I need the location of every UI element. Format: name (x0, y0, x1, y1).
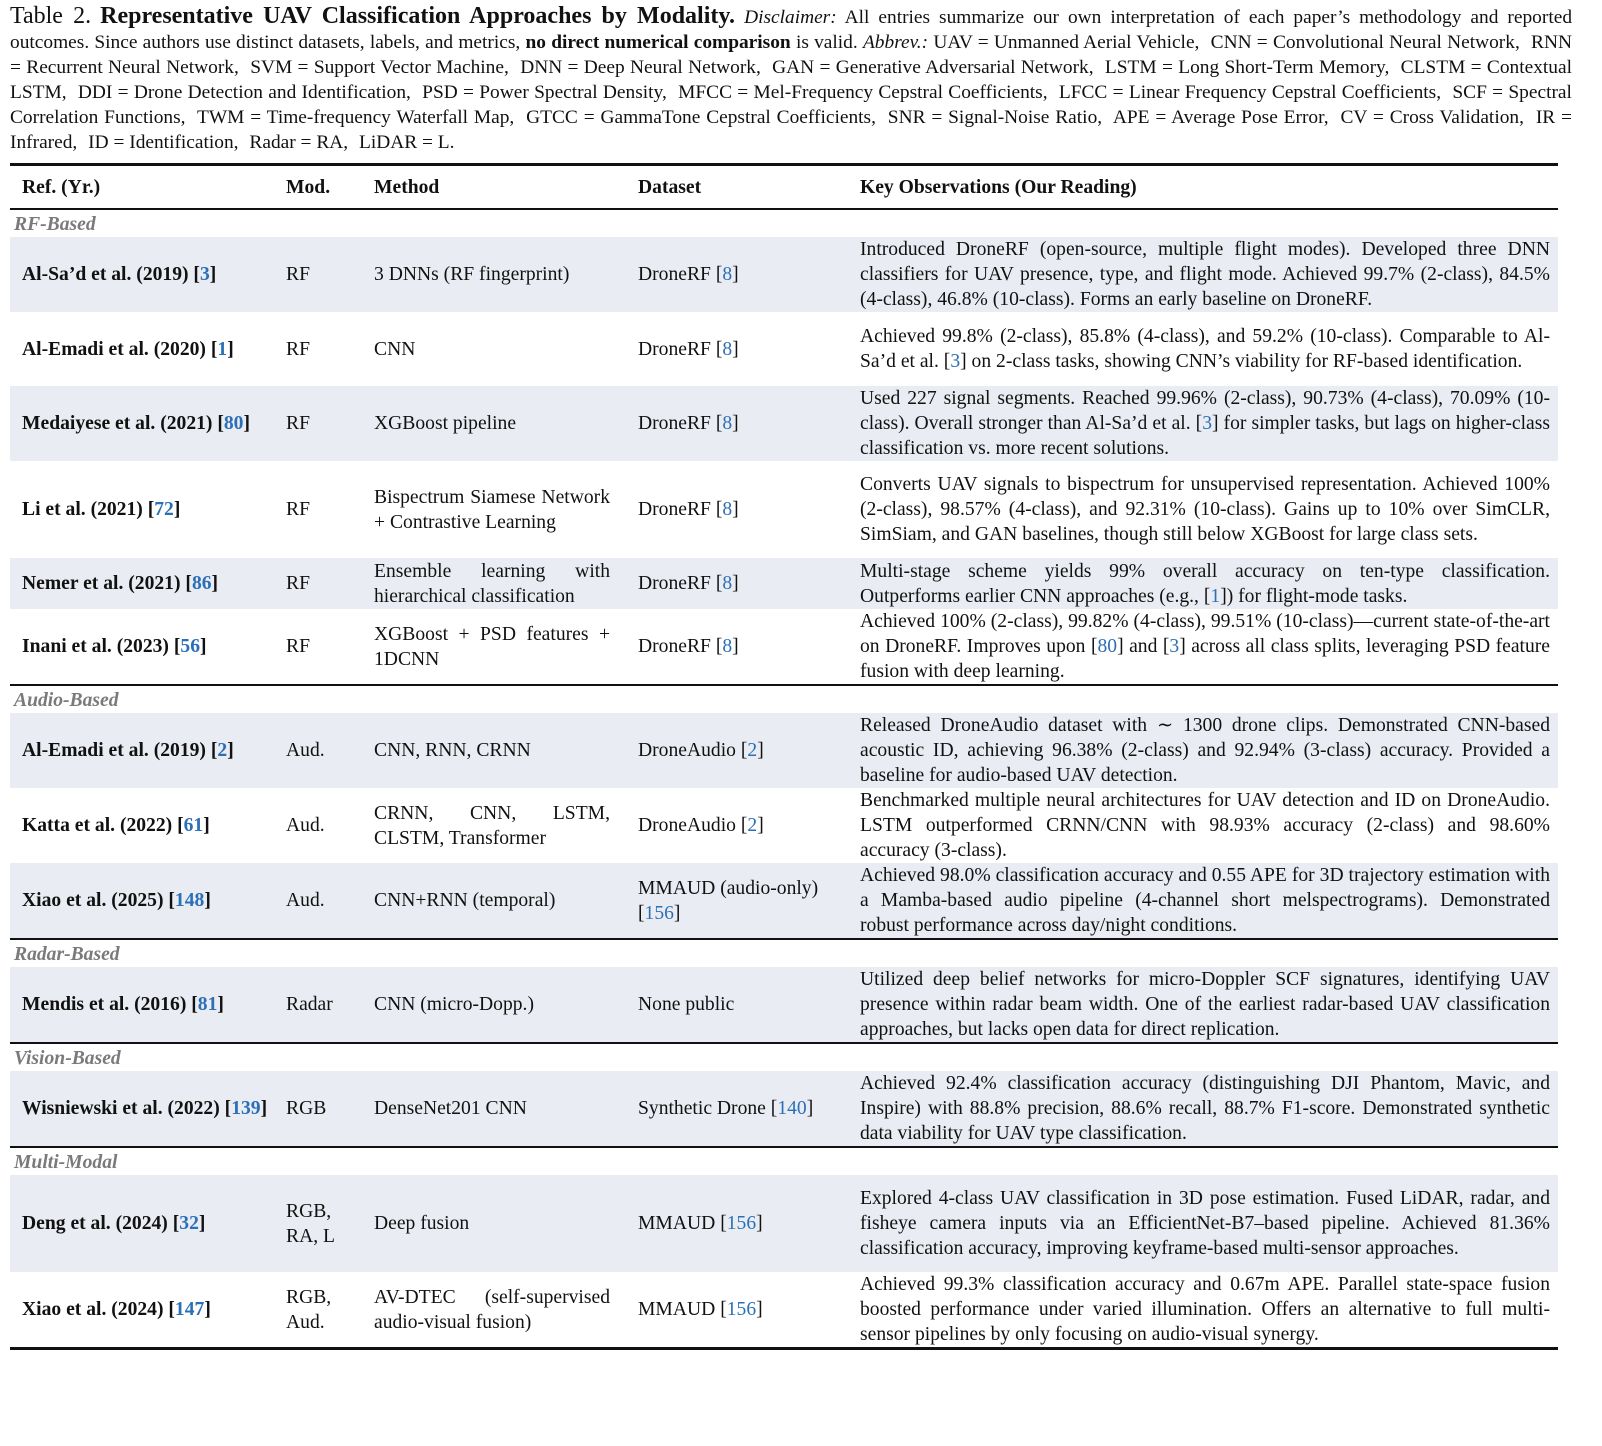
dataset-name: DroneAudio (638, 815, 736, 836)
cell-reference: Inani et al. (2023) [56] (22, 636, 207, 657)
cell-method: CNN (micro-Dopp.) (362, 967, 626, 1043)
cell-modality: RF (286, 338, 310, 360)
abbreviation-item: Radar = RA, (249, 132, 349, 153)
table-row (10, 1071, 1558, 1147)
cell-reference: Katta et al. (2022) [61] (22, 815, 210, 836)
table-row (10, 386, 1558, 461)
caption-label: Table 2. (10, 3, 92, 29)
cell-dataset: DroneRF [8] (626, 386, 848, 461)
reference-text: Al-Emadi et al. (2019) (22, 740, 206, 761)
cell-reference: Al-Sa’d et al. (2019) [3] (10, 237, 274, 312)
cell-method: DenseNet201 CNN (362, 1071, 626, 1147)
section-label: Multi-Modal (10, 1147, 1558, 1175)
dataset-citation-link[interactable]: 8 (722, 264, 733, 285)
citation-link[interactable]: 139 (231, 1098, 261, 1119)
inline-citation-link[interactable]: 3 (1169, 636, 1180, 657)
inline-citation-link[interactable]: 3 (1202, 413, 1212, 434)
cell-method: XGBoost pipeline (362, 386, 626, 461)
cell-method: Bispectrum Siamese Network + Contrastive Learning (374, 486, 610, 533)
table-row (10, 237, 1558, 312)
cell-modality: RGB, Aud. (286, 1286, 332, 1333)
cell-dataset: DroneRF [8] (638, 636, 739, 657)
abbreviation-item: LFCC = Linear Frequency Cepstral Coefficients, (1058, 82, 1442, 103)
dataset-name: DroneAudio (638, 740, 736, 761)
reference-text: Medaiyese et al. (2021) (22, 413, 213, 434)
table-row (10, 461, 1558, 558)
reference-text: Nemer et al. (2021) (22, 573, 181, 594)
dataset-name: None public (638, 994, 735, 1015)
reference-text: Xiao et al. (2024) (22, 1299, 164, 1320)
citation-link[interactable]: 148 (174, 890, 205, 911)
abbreviation-item: LiDAR = L. (358, 132, 455, 153)
cell-observations: Introduced DroneRF (open-source, multiple flight modes). Developed three DNN classifiers for UAV presence, type, and flight mode. Achieved 99.7% (2-class), 84.5% (4-class), 46.8% (10-class). Forms an early baseline on DroneRF. (848, 237, 1558, 312)
abbreviation-item: APE = Average Pose Error, (1112, 107, 1329, 128)
header-method: Method (362, 165, 626, 210)
section-header-row (10, 1147, 1558, 1175)
cell-method: CNN, RNN, CRNN (362, 713, 626, 788)
cell-reference: Al-Emadi et al. (2019) [2] (10, 713, 274, 788)
table-row (10, 312, 1558, 386)
reference-text: Katta et al. (2022) (22, 815, 173, 836)
cell-method: 3 DNNs (RF fingerprint) (362, 237, 626, 312)
cell-observations: Achieved 99.8% (2-class), 85.8% (4-class), and 59.2% (10-class). Comparable to Al-Sa’d et al. [3] on 2-class tasks, showing CNN’s viability for RF-based identification. (860, 326, 1550, 372)
cell-dataset (626, 967, 848, 1043)
citation-link[interactable]: 61 (183, 815, 204, 836)
citation-link[interactable]: 80 (223, 413, 244, 434)
header-ref: Ref. (Yr.) (10, 165, 274, 210)
table-row (10, 863, 1558, 939)
dataset-name: DroneRF (638, 264, 711, 285)
table-row (10, 713, 1558, 788)
cell-modality: Radar (274, 967, 362, 1043)
dataset-name: DroneRF (638, 413, 711, 434)
section-label: Audio-Based (10, 685, 1558, 713)
cell-modality: Aud. (274, 863, 362, 939)
cell-reference: Wisniewski et al. (2022) [139] (10, 1071, 274, 1147)
cell-modality: RGB, RA, L (274, 1175, 362, 1272)
reference-text: Xiao et al. (2025) (22, 890, 164, 911)
cell-observations: Utilized deep belief networks for micro-Doppler SCF signatures, identifying UAV presence within radar beam width. One of the earliest radar-based UAV classification approaches, but lacks open data for direct replication. (848, 967, 1558, 1043)
cell-method: CRNN, CNN, LSTM, CLSTM, Transformer (374, 802, 610, 849)
abbreviation-item: CV = Cross Validation, (1340, 107, 1524, 128)
cell-method: CNN (374, 338, 416, 360)
section-header-row (10, 209, 1558, 237)
cell-modality: RF (274, 386, 362, 461)
cell-method: AV-DTEC (self-supervised audio-visual fusion) (374, 1286, 610, 1333)
dataset-name: DroneRF (638, 499, 711, 520)
abbreviation-item: SVM = Support Vector Machine, (250, 57, 509, 78)
reference-text: Mendis et al. (2016) (22, 994, 187, 1015)
dataset-citation-link[interactable]: 8 (722, 573, 733, 594)
dataset-citation-link[interactable]: 156 (644, 902, 674, 924)
section-header-row (10, 685, 1558, 713)
cell-reference: Xiao et al. (2024) [147] (22, 1299, 211, 1320)
inline-citation-link[interactable]: 3 (950, 351, 961, 372)
abbreviation-item: IR = Infrared, (10, 107, 1572, 153)
cell-reference: Al-Emadi et al. (2020) [1] (22, 338, 234, 360)
table-row (10, 1272, 1558, 1349)
table-body (10, 209, 1558, 1349)
cell-dataset: DroneRF [8] (626, 558, 848, 609)
cell-observations: Achieved 92.4% classification accuracy (distinguishing DJI Phantom, Mavic, and Inspire) with 88.8% precision, 88.6% recall, 88.7% F1-score. Demonstrated synthetic data viability for UAV type classification. (848, 1071, 1558, 1147)
cell-reference: Xiao et al. (2025) [148] (10, 863, 274, 939)
cell-dataset: DroneAudio [2] (638, 815, 764, 836)
caption-title: Representative UAV Classification Approaches by Modality. (100, 3, 736, 29)
cell-observations: Benchmarked multiple neural architectures for UAV detection and ID on DroneAudio. LSTM outperformed CRNN/CNN with 98.93% accuracy (2-class) and 98.60% accuracy (3-class). (860, 790, 1550, 861)
citation-link[interactable]: 1 (217, 338, 228, 360)
abbrev-label: Abbrev.: (862, 32, 929, 53)
cell-reference: Li et al. (2021) [72] (22, 499, 181, 520)
dataset-citation-link[interactable]: 2 (747, 740, 758, 761)
cell-modality: Aud. (286, 815, 325, 836)
cell-dataset: DroneRF [8] (638, 338, 739, 360)
section-header-row (10, 939, 1558, 967)
header-mod: Mod. (274, 165, 362, 210)
abbreviation-item: DDI = Drone Detection and Identification, (77, 82, 411, 103)
header-observations: Key Observations (Our Reading) (848, 165, 1558, 210)
dataset-citation-link[interactable]: 8 (722, 499, 733, 520)
dataset-name: DroneRF (638, 338, 711, 360)
cell-modality: RGB (274, 1071, 362, 1147)
cell-dataset: MMAUD [156] (626, 1175, 848, 1272)
dataset-citation-link[interactable]: 8 (722, 338, 733, 360)
reference-text: Li et al. (2021) (22, 499, 143, 520)
disclaimer-label: Disclaimer: (744, 7, 837, 28)
section-label: Radar-Based (10, 939, 1558, 967)
cell-dataset: MMAUD [156] (638, 1299, 763, 1320)
cell-dataset: MMAUD (audio-only) [156] (626, 863, 848, 939)
section-header-row (10, 1043, 1558, 1071)
disclaimer-text-2: is valid. (795, 32, 858, 53)
citation-link[interactable]: 3 (199, 264, 210, 285)
abbreviation-item: GAN = Generative Adversarial Network, (772, 57, 1094, 78)
citation-link[interactable]: 86 (191, 573, 212, 594)
cell-observations: Converts UAV signals to bispectrum for unsupervised representation. Achieved 100% (2-class), 98.57% (4-class), and 92.31% (10-class). Gains up to 10% over SimCLR, SimSiam, and GAN baselines, though still below XGBoost for large class sets. (860, 474, 1550, 545)
cell-modality: RF (286, 499, 310, 520)
cell-observations: Released DroneAudio dataset with ∼ 1300 drone clips. Demonstrated CNN-based acoustic ID, achieving 96.38% (2-class) and 92.94% (3-class) accuracy. Provided a baseline for audio-based UAV detection. (848, 713, 1558, 788)
abbreviation-item: SNR = Signal-Noise Ratio, (887, 107, 1103, 128)
abbreviation-item: PSD = Power Spectral Density, (422, 82, 667, 103)
cell-reference: Deng et al. (2024) [32] (10, 1175, 274, 1272)
cell-observations: Explored 4-class UAV classification in 3D pose estimation. Fused LiDAR, radar, and fisheye camera inputs via an EfficientNet-B7–based pipeline. Achieved 81.36% classification accuracy, improving keyframe-based multi-sensor approaches. (848, 1175, 1558, 1272)
section-label: Vision-Based (10, 1043, 1558, 1071)
table-row (10, 609, 1558, 685)
dataset-name: Synthetic Drone (638, 1098, 766, 1119)
cell-modality: RF (274, 558, 362, 609)
cell-method: Ensemble learning with hierarchical classification (362, 558, 626, 609)
cell-method: CNN+RNN (temporal) (362, 863, 626, 939)
cell-observations: Used 227 signal segments. Reached 99.96% (2-class), 90.73% (4-class), 70.09% (10-class). Overall stronger than Al-Sa’d et al. [3] for simpler tasks, but lags on higher-class classification vs. more recent solutions. (848, 386, 1558, 461)
paper-page (10, 0, 1572, 1350)
citation-link[interactable]: 72 (154, 499, 174, 520)
abbreviation-item: LSTM = Long Short-Term Memory, (1104, 57, 1390, 78)
disclaimer-bold: no direct numerical comparison (525, 32, 791, 53)
cell-observations: Achieved 100% (2-class), 99.82% (4-class), 99.51% (10-class)—current state-of-the-art on DroneRF. Improves upon [80] and [3] across all class splits, leveraging PSD feature fusion with deep learning. (860, 611, 1551, 682)
reference-text: Wisniewski et al. (2022) (22, 1098, 220, 1119)
citation-link[interactable]: 147 (174, 1299, 205, 1320)
dataset-citation-link[interactable]: 156 (726, 1299, 757, 1320)
dataset-name: MMAUD (audio-only) (638, 877, 819, 899)
reference-text: Deng et al. (2024) (22, 1213, 168, 1234)
table-row (10, 967, 1558, 1043)
table-row (10, 558, 1558, 609)
inline-citation-link[interactable]: 1 (1210, 585, 1221, 607)
dataset-name: MMAUD (638, 1299, 716, 1320)
citation-link[interactable]: 56 (180, 636, 200, 657)
dataset-name: MMAUD (638, 1213, 716, 1234)
citation-link[interactable]: 2 (217, 740, 228, 761)
reference-text: Al-Emadi et al. (2020) (22, 338, 206, 360)
table-row (10, 1175, 1558, 1272)
abbreviation-item: CLSTM = Contextual LSTM, (10, 57, 1572, 103)
classification-table (10, 163, 1558, 1350)
abbreviation-item: RNN = Recurrent Neural Network, (10, 32, 1572, 78)
abbreviation-item: GTCC = GammaTone Cepstral Coefficients, (526, 107, 876, 128)
cell-observations: Multi-stage scheme yields 99% overall accuracy on ten-type classification. Outperforms earlier CNN approaches (e.g., [1]) for flight-mode tasks. (848, 558, 1558, 609)
abbreviation-item: DNN = Deep Neural Network, (520, 57, 761, 78)
disclaimer-text-1: All entries summarize our own interpretation of each paper’s methodology and reported outcomes. Since authors use distinct datasets, labels, and metrics, (10, 7, 1573, 53)
cell-method: XGBoost + PSD features + 1DCNN (374, 623, 610, 670)
cell-dataset: DroneRF [8] (638, 499, 739, 520)
dataset-name: DroneRF (638, 573, 711, 594)
section-label: RF-Based (14, 214, 96, 235)
cell-dataset: DroneAudio [2] (626, 713, 848, 788)
citation-link[interactable]: 32 (179, 1213, 199, 1234)
dataset-citation-link[interactable]: 156 (726, 1213, 757, 1234)
abbreviation-item: MFCC = Mel-Frequency Cepstral Coefficients, (678, 82, 1048, 103)
dataset-name: DroneRF (638, 636, 711, 657)
header-dataset: Dataset (626, 165, 848, 210)
dataset-citation-link[interactable]: 2 (747, 815, 758, 836)
cell-modality: RF (274, 237, 362, 312)
abbreviation-item: ID = Identification, (88, 132, 239, 153)
dataset-citation-link[interactable]: 140 (777, 1098, 807, 1119)
cell-dataset: DroneRF [8] (626, 237, 848, 312)
reference-text: Inani et al. (2023) (22, 636, 169, 657)
reference-text: Al-Sa’d et al. (2019) (22, 264, 189, 285)
cell-reference: Medaiyese et al. (2021) [80] (10, 386, 274, 461)
abbreviation-item: TWM = Time-frequency Waterfall Map, (197, 107, 515, 128)
dataset-citation-link[interactable]: 8 (722, 413, 733, 434)
cell-reference: Nemer et al. (2021) [86] (10, 558, 274, 609)
cell-reference: Mendis et al. (2016) [81] (10, 967, 274, 1043)
table-header-row (10, 165, 1558, 210)
inline-citation-link[interactable]: 80 (1097, 636, 1118, 657)
table-caption (10, 4, 1572, 155)
cell-modality: RF (286, 636, 310, 657)
cell-observations: Achieved 98.0% classification accuracy and 0.55 APE for 3D trajectory estimation with a Mamba-based audio pipeline (4-channel short melspectrograms). Demonstrated robust performance across day/night conditions. (848, 863, 1558, 939)
cell-observations: Achieved 99.3% classification accuracy and 0.67m APE. Parallel state-space fusion boosted performance under varied illumination. Offers an alternative to full multi-sensor pipelines by only focusing on audio-visual synergy. (860, 1274, 1550, 1345)
abbreviation-item: SCF = Spectral Correlation Functions, (10, 82, 1572, 128)
abbreviation-item: CNN = Convolutional Neural Network, (1210, 32, 1520, 53)
cell-method: Deep fusion (362, 1175, 626, 1272)
cell-dataset: Synthetic Drone [140] (626, 1071, 848, 1147)
table-row (10, 788, 1558, 863)
dataset-citation-link[interactable]: 8 (722, 636, 733, 657)
cell-modality: Aud. (274, 713, 362, 788)
citation-link[interactable]: 81 (197, 994, 218, 1015)
abbreviation-item: UAV = Unmanned Aerial Vehicle, (933, 32, 1200, 53)
